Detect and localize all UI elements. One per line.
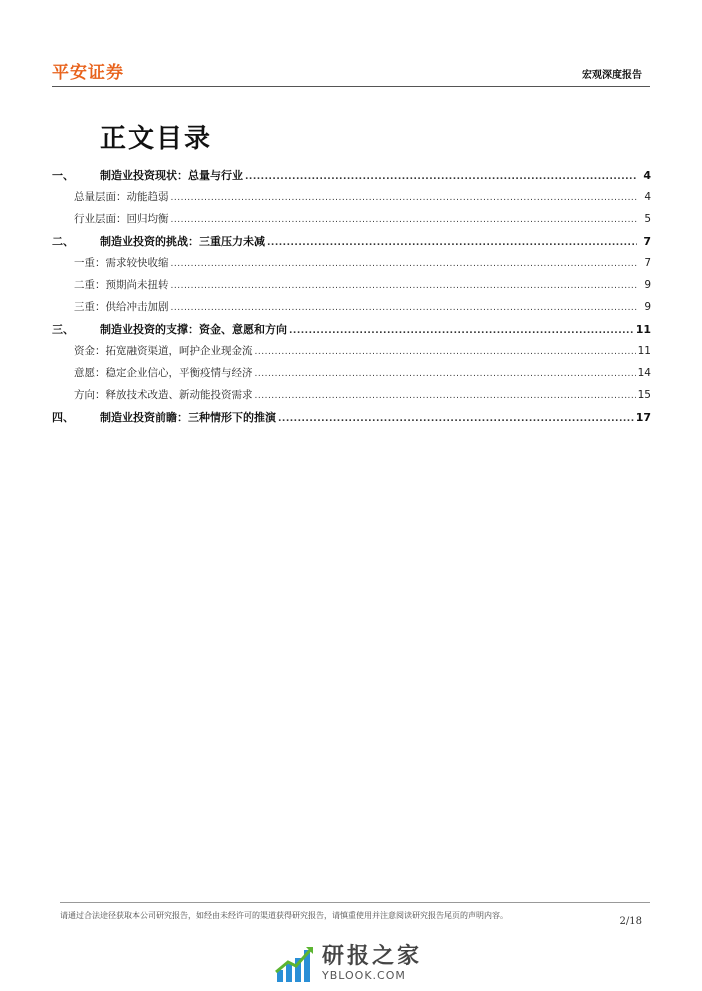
toc-entry-title: 行业层面：回归均衡 bbox=[74, 213, 169, 225]
toc-entry-page: 5 bbox=[644, 213, 651, 225]
toc-entry[interactable] bbox=[52, 211, 651, 233]
toc-entry-page: 14 bbox=[637, 367, 651, 379]
toc-entry[interactable] bbox=[52, 365, 651, 387]
toc-leader-dots bbox=[278, 414, 634, 424]
toc-entry-page: 7 bbox=[643, 235, 651, 248]
toc-entry-title: 二重：预期尚未扭转 bbox=[74, 279, 169, 291]
toc-entry[interactable] bbox=[52, 255, 651, 277]
toc-entry-page: 4 bbox=[643, 169, 651, 182]
footer-disclaimer: 请通过合法途径获取本公司研究报告，如经由未经许可的渠道获得研究报告，请慎重使用并注意阅读研究报告尾页的声明内容。 bbox=[60, 911, 508, 920]
toc-entry-page: 9 bbox=[644, 279, 651, 291]
header-divider bbox=[52, 86, 650, 87]
toc-leader-dots bbox=[171, 215, 638, 225]
toc-leader-dots bbox=[255, 369, 636, 379]
toc-entry[interactable] bbox=[52, 189, 651, 211]
toc-entry-title: 方向：释放技术改造、新动能投资需求 bbox=[74, 389, 253, 401]
toc-entry-page: 9 bbox=[644, 301, 651, 313]
toc-entry-number: 四、 bbox=[52, 411, 74, 424]
toc-entry-page: 11 bbox=[637, 345, 651, 357]
toc-entry-title: 三重：供给冲击加剧 bbox=[74, 301, 169, 313]
toc-entry-title: 意愿：稳定企业信心，平衡疫情与经济 bbox=[74, 367, 253, 379]
page-number: 2/18 bbox=[619, 916, 642, 927]
toc-entry-page: 11 bbox=[635, 323, 651, 336]
toc-entry-title: 制造业投资现状：总量与行业 bbox=[100, 169, 243, 182]
toc-entry-title: 一重：需求较快收缩 bbox=[74, 257, 169, 269]
toc-entry-title: 制造业投资前瞻：三种情形下的推演 bbox=[100, 411, 276, 424]
toc-entry[interactable] bbox=[52, 277, 651, 299]
toc-leader-dots bbox=[255, 347, 636, 357]
table-of-contents bbox=[52, 167, 651, 431]
watermark bbox=[274, 940, 454, 986]
toc-entry-title: 制造业投资的支撑：资金、意愿和方向 bbox=[100, 323, 287, 336]
footer-divider bbox=[60, 902, 650, 903]
toc-entry-number: 三、 bbox=[52, 323, 74, 336]
toc-title: 正文目录 bbox=[100, 124, 213, 154]
toc-entry[interactable] bbox=[52, 299, 651, 321]
toc-entry-page: 4 bbox=[644, 191, 651, 203]
bar-chart-logo-icon bbox=[274, 942, 316, 984]
watermark-name: 研报之家 bbox=[322, 943, 423, 969]
report-type-label: 宏观深度报告 bbox=[582, 70, 642, 81]
toc-leader-dots bbox=[255, 391, 636, 401]
toc-leader-dots bbox=[289, 326, 634, 336]
toc-leader-dots bbox=[245, 172, 637, 182]
toc-leader-dots bbox=[171, 303, 638, 313]
toc-entry[interactable] bbox=[52, 321, 651, 343]
toc-entry-title: 制造业投资的挑战：三重压力未减 bbox=[100, 235, 265, 248]
toc-entry[interactable] bbox=[52, 387, 651, 409]
watermark-url: YBLOOK.COM bbox=[322, 968, 406, 982]
toc-entry[interactable] bbox=[52, 343, 651, 365]
toc-entry-page: 17 bbox=[635, 411, 651, 424]
toc-leader-dots bbox=[171, 193, 638, 203]
toc-entry-page: 7 bbox=[644, 257, 651, 269]
toc-leader-dots bbox=[171, 259, 638, 269]
toc-entry-number: 二、 bbox=[52, 235, 74, 248]
toc-entry-page: 15 bbox=[637, 389, 651, 401]
toc-entry[interactable] bbox=[52, 233, 651, 255]
brand-logo: 平安证券 bbox=[52, 63, 124, 83]
toc-leader-dots bbox=[267, 238, 637, 248]
toc-leader-dots bbox=[171, 281, 638, 291]
toc-entry-title: 总量层面：动能趋弱 bbox=[74, 191, 169, 203]
toc-entry-title: 资金：拓宽融资渠道，呵护企业现金流 bbox=[74, 345, 253, 357]
toc-entry[interactable] bbox=[52, 167, 651, 189]
toc-entry[interactable] bbox=[52, 409, 651, 431]
toc-entry-number: 一、 bbox=[52, 169, 74, 182]
